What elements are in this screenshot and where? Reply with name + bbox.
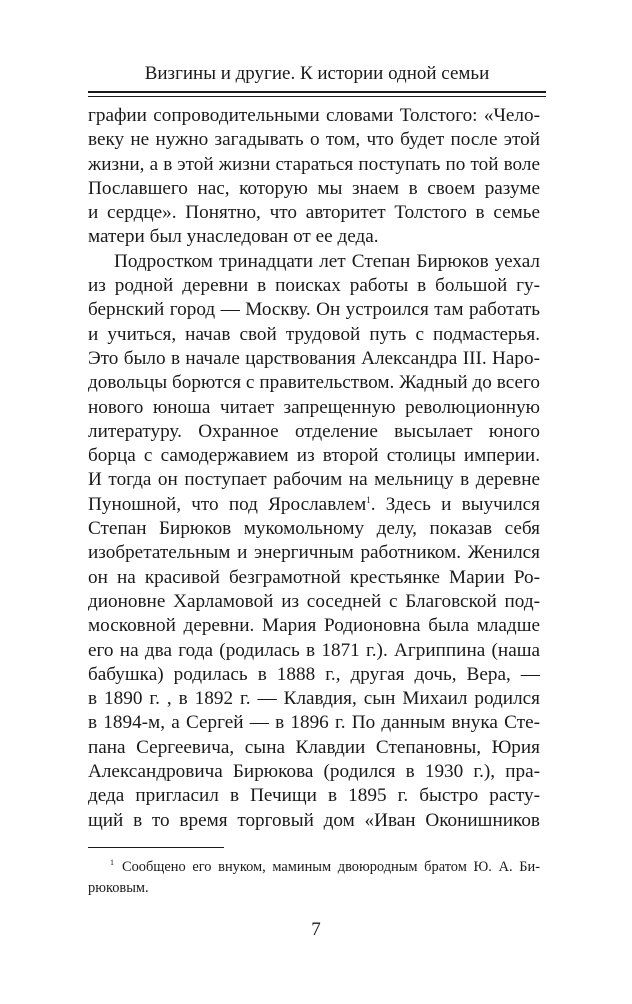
text-line: бабушка) родилась в 1888 г., другая дочь, Вера, — [88, 663, 540, 685]
text-line: Степан Бирюков мукомольному делу, показав себя [88, 518, 540, 540]
text-line: московной деревни. Мария Родионовна была младше [88, 615, 540, 637]
text-line: довольцы борются с правительством. Жадный до всего [88, 372, 540, 394]
text-fragment: Пуношной, что под Ярославлем [88, 493, 367, 515]
text-line: изобретательным и энергичным работником. Женился [88, 542, 540, 564]
text-line: Это было в начале царствования Александра III. Наро- [88, 347, 540, 369]
text-line: в 1894-м, а Сергей — в 1896 г. По данным внука Сте- [88, 712, 540, 734]
text-line: Александровича Бирюкова (родился в 1930 г.), пра- [88, 761, 540, 783]
page-number: 7 [311, 919, 321, 940]
running-header: Визгины и другие. К истории одной семьи [144, 63, 490, 84]
text-line: его на два года (родилась в 1871 г.). Агриппина (наша [88, 639, 540, 661]
text-line: пана Сергеевича, сына Клавдии Степановны, Юрия [88, 736, 540, 758]
text-line: Пославшего нас, которую мы знаем в своем разуме [88, 177, 540, 199]
footnote-line: рюковым. [88, 880, 149, 896]
text-line: и сердце». Понятно, что авторитет Толстого в семье [88, 202, 540, 224]
text-line: он на красивой безграмотной крестьянке Марии Ро- [88, 566, 540, 588]
text-line: жизни, а в этой жизни стараться поступать по той воле [88, 153, 540, 175]
header-rule-thin [88, 96, 546, 97]
text-line: нового юноша читает запрещенную революционную [88, 396, 540, 418]
text-line: из родной деревни в поисках работы в большой гу- [88, 275, 540, 297]
footnote-reference[interactable]: 1 [366, 494, 371, 505]
text-line-with-footnote-ref [88, 493, 540, 517]
text-line: веку не нужно загадывать о том, что будет после этой [88, 129, 540, 151]
footnote-line [88, 857, 540, 878]
text-line: дионовне Харламовой из соседней с Благовской под- [88, 590, 540, 612]
text-line: матери был унаследован от ее деда. [88, 226, 379, 248]
body-text [88, 104, 540, 833]
text-line: деда пригласил в Печищи в 1895 г. быстро расту- [88, 785, 540, 807]
footnote-separator [88, 847, 224, 848]
text-line: и учиться, начав свой трудовой путь с подмастерья. [88, 323, 540, 345]
text-fragment: . Здесь и выучился [370, 493, 540, 515]
text-line: Подростком тринадцати лет Степан Бирюков уехал [114, 250, 540, 272]
text-line: бернский город — Москву. Он устроился там работать [88, 299, 540, 321]
footnote [88, 857, 540, 899]
text-line: И тогда он поступает рабочим на мельницу в деревне [88, 469, 540, 491]
header-rule-thick [88, 91, 546, 93]
footnote-text: Сообщено его внуком, маминым двоюродным братом Ю. А. Би- [122, 859, 540, 875]
footnote-mark: 1 [110, 858, 114, 867]
text-line: литературу. Охранное отделение высылает юного [88, 420, 540, 442]
text-line: борца с самодержавием из второй столицы империи. [88, 445, 540, 467]
text-line: щий в то время торговый дом «Иван Оконишников [88, 809, 540, 831]
text-line: графии сопроводительными словами Толстого: «Чело- [88, 105, 540, 126]
text-line: в 1890 г. , в 1892 г. — Клавдия, сын Михаил родился [88, 688, 540, 710]
